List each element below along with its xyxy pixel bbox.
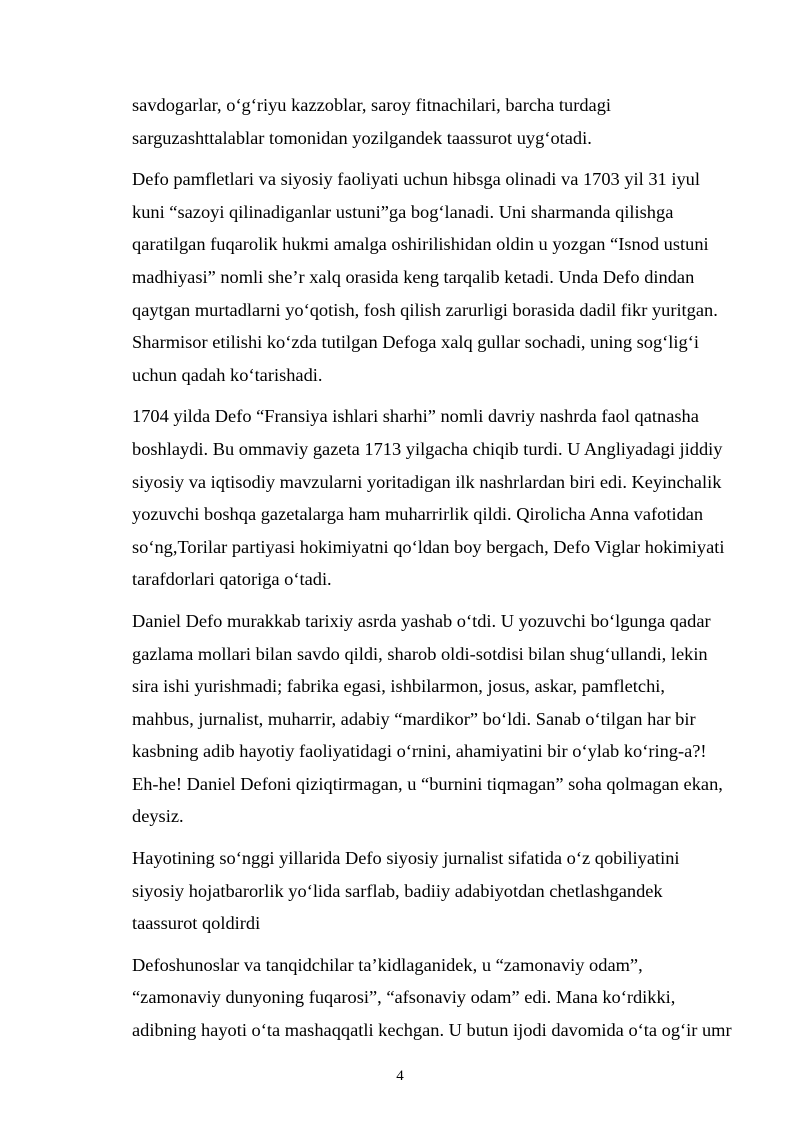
text-line: siyosiy hojatbarorlik yo‘lida sarflab, badiiy adabiyotdan chetlashgandek <box>132 880 663 901</box>
text-line: so‘ng,Torilar partiyasi hokimiyatni qo‘ldan boy bergach, Defo Viglar hokimiyati <box>132 536 725 557</box>
text-line: Daniel Defo murakkab tarixiy asrda yashab o‘tdi. U yozuvchi bo‘lgunga qadar <box>132 610 711 631</box>
text-line: madhiyasi” nomli she’r xalq orasida keng tarqalib ketadi. Unda Defo dindan <box>132 266 695 287</box>
paragraph-2 <box>132 163 752 391</box>
text-line: gazlama mollari bilan savdo qildi, sharob oldi-sotdisi bilan shug‘ullandi, lekin <box>132 643 708 664</box>
text-line: uchun qadah ko‘tarishadi. <box>132 364 323 385</box>
text-line: tarafdorlari qatoriga o‘tadi. <box>132 569 332 590</box>
text-line: Defoshunoslar va tanqidchilar ta’kidlaganidek, u “zamonaviy odam”, <box>132 954 643 975</box>
text-line: 1704 yilda Defo “Fransiya ishlari sharhi” nomli davriy nashrda faol qatnasha <box>132 406 699 427</box>
text-line: kasbning adib hayotiy faoliyatidagi o‘rnini, ahamiyatini bir o‘ylab ko‘ring-a?! <box>132 741 707 762</box>
text-line: deysiz. <box>132 806 184 827</box>
text-line: sira ishi yurishmadi; fabrika egasi, ishbilarmon, josus, askar, pamfletchi, <box>132 676 665 697</box>
paragraph-3 <box>132 400 752 596</box>
text-line: yozuvchi boshqa gazetalarga ham muharrirlik qildi. Qirolicha Anna vafotidan <box>132 504 704 525</box>
text-line: taassurot qoldirdi <box>132 913 261 934</box>
paragraph-1 <box>132 89 752 154</box>
text-line: “zamonaviy dunyoning fuqarosi”, “afsonaviy odam” edi. Mana ko‘rdikki, <box>132 987 676 1008</box>
text-line: Sharmisor etilishi ko‘zda tutilgan Defoga xalq gullar sochadi, uning sog‘lig‘i <box>132 332 699 353</box>
text-line: mahbus, jurnalist, muharrir, adabiy “mardikor” bo‘ldi. Sanab o‘tilgan har bir <box>132 708 696 729</box>
text-line: Hayotining so‘nggi yillarida Defo siyosiy jurnalist sifatida o‘z qobiliyatini <box>132 848 680 869</box>
text-line: adibning hayoti o‘ta mashaqqatli kechgan. U butun ijodi davomida o‘ta og‘ir umr <box>132 1020 732 1041</box>
text-line: Defo pamfletlari va siyosiy faoliyati uchun hibsga olinadi va 1703 yil 31 iyul <box>132 169 700 190</box>
body-text <box>132 89 752 1056</box>
text-line: boshlaydi. Bu ommaviy gazeta 1713 yilgacha chiqib turdi. U Angliyadagi jiddiy <box>132 438 723 459</box>
text-line: Eh-he! Daniel Defoni qiziqtirmagan, u “burnini tiqmagan” soha qolmagan ekan, <box>132 773 723 794</box>
text-line: sarguzashttalablar tomonidan yozilgandek taassurot uyg‘otadi. <box>132 127 592 148</box>
page-number: 4 <box>396 1068 404 1084</box>
text-line: siyosiy va iqtisodiy mavzularni yoritadigan ilk nashrlardan biri edi. Keyinchalik <box>132 471 722 492</box>
paragraph-4 <box>132 605 752 833</box>
paragraph-6 <box>132 949 752 1047</box>
paragraph-5 <box>132 842 752 940</box>
text-line: qaratilgan fuqarolik hukmi amalga oshirilishidan oldin u yozgan “Isnod ustuni <box>132 234 709 255</box>
text-line: kuni “sazoyi qilinadiganlar ustuni”ga bog‘lanadi. Uni sharmanda qilishga <box>132 201 674 222</box>
text-line: savdogarlar, o‘g‘riyu kazzoblar, saroy fitnachilari, barcha turdagi <box>132 95 612 115</box>
text-line: qaytgan murtadlarni yo‘qotish, fosh qilish zarurligi borasida dadil fikr yuritgan. <box>132 299 718 320</box>
